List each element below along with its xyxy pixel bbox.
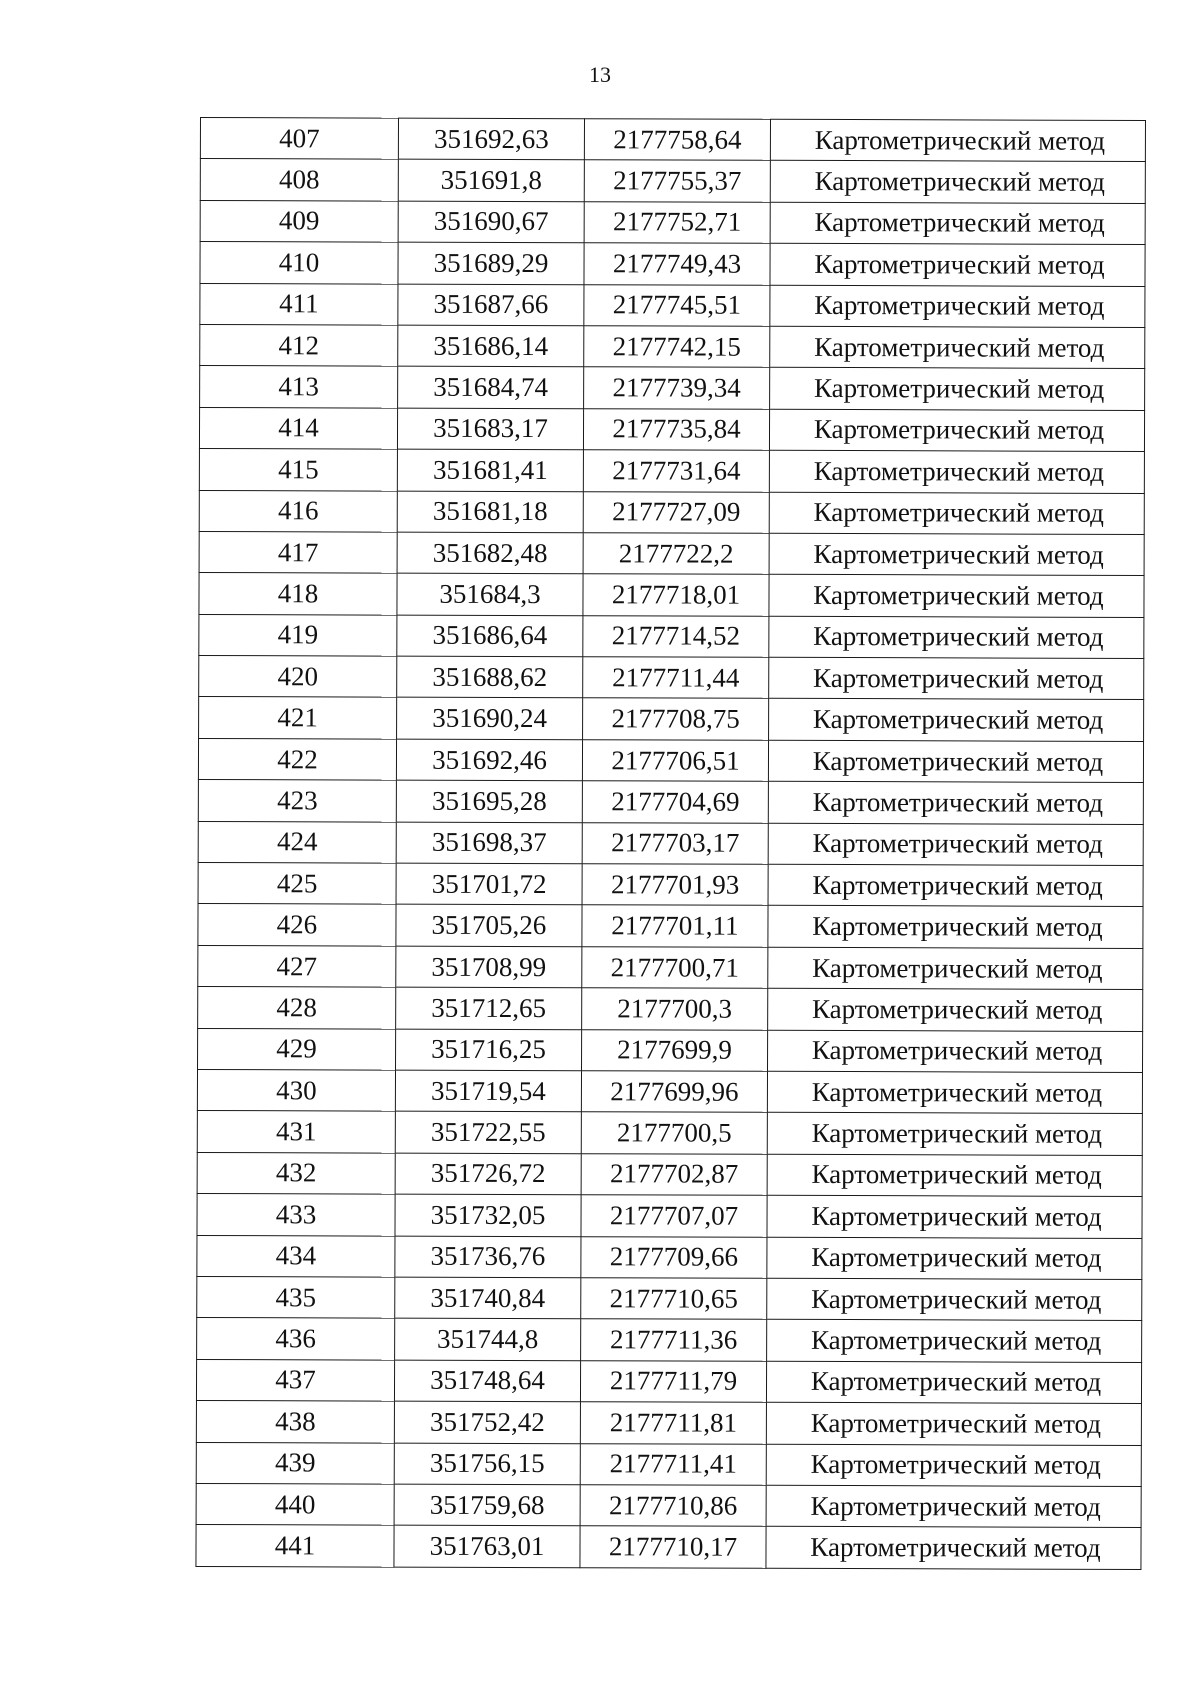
x-coordinate-cell: 351690,24 [397,698,583,740]
point-number-cell: 430 [197,1069,395,1111]
method-cell: Картометрический метод [767,1071,1142,1114]
y-coordinate-cell: 2177731,64 [583,450,769,492]
y-coordinate-cell: 2177714,52 [583,615,769,657]
point-number-cell: 422 [198,738,396,780]
point-number-cell: 413 [200,366,398,408]
x-coordinate-cell: 351736,76 [395,1236,581,1278]
table-row [200,283,1145,327]
y-coordinate-cell: 2177718,01 [583,574,769,616]
table-row [196,1401,1141,1445]
point-number-cell: 429 [198,1028,396,1070]
point-number-cell: 408 [200,159,398,201]
point-number-cell: 439 [196,1442,394,1484]
x-coordinate-cell: 351682,48 [397,532,583,574]
table-row [198,945,1143,989]
method-cell: Картометрический метод [770,202,1145,245]
x-coordinate-cell: 351726,72 [395,1153,581,1195]
method-cell: Картометрический метод [769,657,1144,700]
method-cell: Картометрический метод [769,450,1144,493]
table-row [197,1194,1142,1238]
y-coordinate-cell: 2177703,17 [582,822,768,864]
x-coordinate-cell: 351752,42 [394,1401,580,1443]
table-row [198,780,1143,824]
x-coordinate-cell: 351686,14 [398,325,584,367]
y-coordinate-cell: 2177701,93 [582,864,768,906]
y-coordinate-cell: 2177707,07 [581,1195,767,1237]
table-row [196,1483,1141,1527]
point-number-cell: 425 [198,863,396,905]
table-row [199,656,1144,700]
table-row [199,449,1144,493]
x-coordinate-cell: 351688,62 [397,656,583,698]
table-row [200,242,1145,286]
y-coordinate-cell: 2177710,17 [580,1526,766,1568]
method-cell: Картометрический метод [766,1361,1141,1404]
method-cell: Картометрический метод [768,906,1143,949]
point-number-cell: 414 [199,407,397,449]
x-coordinate-cell: 351683,17 [397,408,583,450]
point-number-cell: 432 [197,1152,395,1194]
x-coordinate-cell: 351684,74 [398,366,584,408]
method-cell: Картометрический метод [769,533,1144,576]
y-coordinate-cell: 2177739,34 [584,367,770,409]
y-coordinate-cell: 2177758,64 [584,119,770,161]
method-cell: Картометрический метод [767,1195,1142,1238]
x-coordinate-cell: 351748,64 [394,1360,580,1402]
method-cell: Картометрический метод [770,243,1145,286]
table-row [196,1525,1141,1569]
table-body [196,118,1146,1570]
y-coordinate-cell: 2177699,96 [581,1071,767,1113]
y-coordinate-cell: 2177699,9 [582,1029,768,1071]
point-number-cell: 440 [196,1483,394,1525]
y-coordinate-cell: 2177701,11 [582,905,768,947]
method-cell: Картометрический метод [766,1485,1141,1528]
y-coordinate-cell: 2177727,09 [583,491,769,533]
point-number-cell: 416 [199,490,397,532]
y-coordinate-cell: 2177735,84 [583,408,769,450]
table-row [198,987,1143,1031]
x-coordinate-cell: 351701,72 [396,863,582,905]
table-row [200,159,1145,203]
method-cell: Картометрический метод [769,575,1144,618]
table-row [197,1235,1142,1279]
x-coordinate-cell: 351686,64 [397,615,583,657]
x-coordinate-cell: 351690,67 [398,201,584,243]
y-coordinate-cell: 2177704,69 [582,781,768,823]
table-row [196,1442,1141,1486]
point-number-cell: 441 [196,1525,394,1567]
method-cell: Картометрический метод [770,161,1145,204]
x-coordinate-cell: 351691,8 [398,160,584,202]
table-row [198,863,1143,907]
x-coordinate-cell: 351719,54 [395,1070,581,1112]
table-row [199,407,1144,451]
point-number-cell: 421 [199,697,397,739]
method-cell: Картометрический метод [770,368,1145,411]
x-coordinate-cell: 351687,66 [398,284,584,326]
x-coordinate-cell: 351716,25 [396,1029,582,1071]
point-number-cell: 420 [199,656,397,698]
table-row [197,1276,1142,1320]
method-cell: Картометрический метод [767,1278,1142,1321]
table-row [198,821,1143,865]
y-coordinate-cell: 2177752,71 [584,201,770,243]
table-row [197,1111,1142,1155]
x-coordinate-cell: 351705,26 [396,905,582,947]
x-coordinate-cell: 351732,05 [395,1194,581,1236]
table-row [197,1069,1142,1113]
method-cell: Картометрический метод [769,492,1144,535]
point-number-cell: 434 [197,1235,395,1277]
method-cell: Картометрический метод [768,988,1143,1031]
point-number-cell: 412 [200,324,398,366]
x-coordinate-cell: 351744,8 [395,1318,581,1360]
method-cell: Картометрический метод [767,1154,1142,1197]
method-cell: Картометрический метод [769,409,1144,452]
point-number-cell: 419 [199,614,397,656]
method-cell: Картометрический метод [767,1320,1142,1363]
y-coordinate-cell: 2177711,41 [580,1443,766,1485]
point-number-cell: 436 [197,1318,395,1360]
point-number-cell: 424 [198,821,396,863]
table-row [196,1359,1141,1403]
point-number-cell: 407 [200,118,398,160]
y-coordinate-cell: 2177710,86 [580,1485,766,1527]
y-coordinate-cell: 2177745,51 [584,284,770,326]
method-cell: Картометрический метод [768,823,1143,866]
method-cell: Картометрический метод [769,616,1144,659]
point-number-cell: 427 [198,945,396,987]
method-cell: Картометрический метод [768,947,1143,990]
table-row [199,573,1144,617]
method-cell: Картометрический метод [769,699,1144,742]
point-number-cell: 418 [199,573,397,615]
x-coordinate-cell: 351692,63 [398,118,584,160]
method-cell: Картометрический метод [770,285,1145,328]
x-coordinate-cell: 351698,37 [396,822,582,864]
method-cell: Картометрический метод [766,1527,1141,1570]
x-coordinate-cell: 351756,15 [394,1443,580,1485]
x-coordinate-cell: 351708,99 [396,946,582,988]
method-cell: Картометрический метод [768,740,1143,783]
point-number-cell: 438 [196,1401,394,1443]
method-cell: Картометрический метод [768,782,1143,825]
method-cell: Картометрический метод [766,1402,1141,1445]
y-coordinate-cell: 2177711,44 [583,657,769,699]
point-number-cell: 435 [197,1276,395,1318]
x-coordinate-cell: 351763,01 [394,1525,580,1567]
x-coordinate-cell: 351759,68 [394,1484,580,1526]
y-coordinate-cell: 2177700,5 [581,1112,767,1154]
y-coordinate-cell: 2177742,15 [584,326,770,368]
table-row [199,697,1144,741]
point-number-cell: 411 [200,283,398,325]
point-number-cell: 428 [198,987,396,1029]
table-row [200,118,1145,162]
method-cell: Картометрический метод [770,119,1145,162]
point-number-cell: 417 [199,531,397,573]
x-coordinate-cell: 351681,41 [397,449,583,491]
y-coordinate-cell: 2177711,36 [581,1319,767,1361]
point-number-cell: 409 [200,200,398,242]
point-number-cell: 437 [196,1359,394,1401]
table-row [200,366,1145,410]
y-coordinate-cell: 2177722,2 [583,533,769,575]
y-coordinate-cell: 2177711,81 [580,1402,766,1444]
point-number-cell: 415 [199,449,397,491]
table-row [198,738,1143,782]
table-row [199,531,1144,575]
y-coordinate-cell: 2177749,43 [584,243,770,285]
y-coordinate-cell: 2177706,51 [582,740,768,782]
y-coordinate-cell: 2177709,66 [581,1236,767,1278]
method-cell: Картометрический метод [768,864,1143,907]
x-coordinate-cell: 351689,29 [398,242,584,284]
method-cell: Картометрический метод [766,1444,1141,1487]
table-row [197,1318,1142,1362]
page-number: 13 [589,62,611,87]
point-number-cell: 426 [198,904,396,946]
x-coordinate-cell: 351712,65 [396,987,582,1029]
x-coordinate-cell: 351722,55 [395,1111,581,1153]
y-coordinate-cell: 2177700,71 [582,947,768,989]
method-cell: Картометрический метод [767,1237,1142,1280]
point-number-cell: 433 [197,1194,395,1236]
y-coordinate-cell: 2177755,37 [584,160,770,202]
point-number-cell: 431 [197,1111,395,1153]
table-row [200,200,1145,244]
table-row [199,490,1144,534]
y-coordinate-cell: 2177702,87 [581,1153,767,1195]
x-coordinate-cell: 351695,28 [396,780,582,822]
y-coordinate-cell: 2177708,75 [583,698,769,740]
table-row [197,1152,1142,1196]
table-row [198,904,1143,948]
method-cell: Картометрический метод [767,1113,1142,1156]
coordinates-table [195,117,1146,1570]
point-number-cell: 423 [198,780,396,822]
x-coordinate-cell: 351681,18 [397,491,583,533]
x-coordinate-cell: 351684,3 [397,573,583,615]
x-coordinate-cell: 351692,46 [396,739,582,781]
table-row [200,324,1145,368]
table-row [198,1028,1143,1072]
y-coordinate-cell: 2177700,3 [582,988,768,1030]
y-coordinate-cell: 2177711,79 [580,1360,766,1402]
y-coordinate-cell: 2177710,65 [581,1278,767,1320]
x-coordinate-cell: 351740,84 [395,1277,581,1319]
method-cell: Картометрический метод [768,1030,1143,1073]
point-number-cell: 410 [200,242,398,284]
method-cell: Картометрический метод [770,326,1145,369]
table-row [199,614,1144,658]
